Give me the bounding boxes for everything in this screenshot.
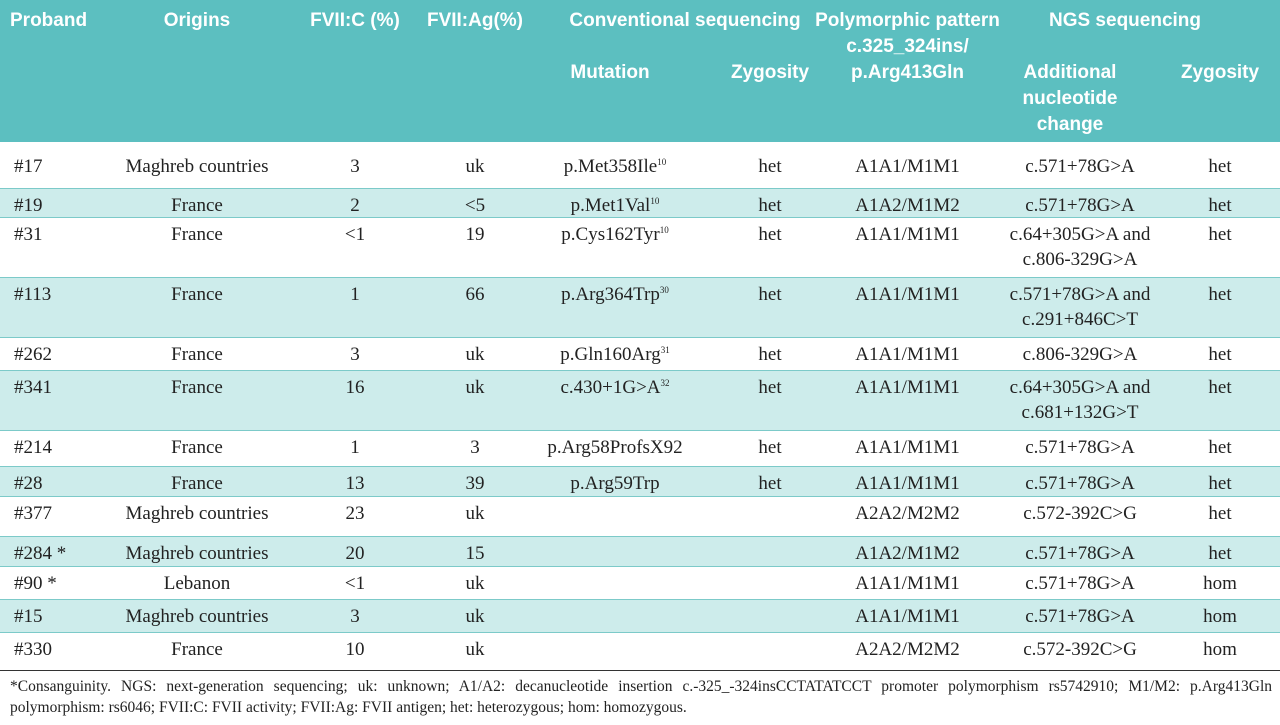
cell-poly: A1A1/M1M1 (855, 156, 960, 177)
cell-zyg2: het (1208, 437, 1232, 458)
header-proband: Proband (10, 10, 88, 31)
cell-origin: France (171, 344, 223, 365)
cell-zyg2: het (1208, 224, 1232, 245)
cell-ngs-change (980, 222, 1180, 272)
cell-poly: A1A1/M1M1 (855, 473, 960, 494)
cell-fviiag: <5 (464, 195, 486, 216)
cell-fviiag: uk (465, 377, 485, 398)
header-additional-line1: Additional (1023, 62, 1117, 83)
cell-ngs-change (980, 471, 1180, 496)
ngs-change-line1: c.571+78G>A (1025, 573, 1135, 594)
ngs-change-line1: c.571+78G>A (1025, 543, 1135, 564)
cell-origin: Maghreb countries (125, 503, 269, 524)
ngs-change-line1: c.806-329G>A (1022, 344, 1138, 365)
cell-zyg2: het (1208, 156, 1232, 177)
cell-fviic: 3 (350, 606, 360, 627)
cell-fviic: 2 (350, 195, 360, 216)
cell-zyg1: het (758, 224, 782, 245)
table-header (0, 0, 1280, 142)
table-row-divider (0, 188, 1280, 189)
cell-fviiag: uk (465, 573, 485, 594)
mutation-text: p.Cys162Tyr (561, 224, 660, 245)
cell-fviic: 1 (350, 437, 360, 458)
cell-origin: France (171, 284, 223, 305)
cell-ngs-change (980, 501, 1180, 526)
cell-zyg1: het (758, 473, 782, 494)
cell-fviiag: uk (465, 344, 485, 365)
header-polymorphic-pattern (815, 8, 1000, 86)
cell-fviic: <1 (344, 573, 366, 594)
cell-ngs-change (980, 571, 1180, 596)
footer-divider (0, 670, 1280, 671)
cell-zyg1: het (758, 437, 782, 458)
cell-origin: Maghreb countries (125, 606, 269, 627)
ngs-change-line1: c.571+78G>A (1025, 606, 1135, 627)
cell-ngs-change (980, 193, 1180, 218)
table-row-divider (0, 496, 1280, 497)
cell-ngs-change (980, 342, 1180, 367)
cell-origin: France (171, 437, 223, 458)
cell-ngs-change (980, 637, 1180, 662)
cell-fviic: 10 (345, 639, 365, 660)
mutation-reference: 30 (659, 285, 669, 295)
cell-proband: #90 * (14, 573, 57, 594)
cell-zyg1: het (758, 284, 782, 305)
cell-zyg2: hom (1203, 639, 1237, 660)
cell-fviiag: uk (465, 156, 485, 177)
ngs-change-line1: c.571+78G>A (1025, 195, 1135, 216)
ngs-change-line1: c.64+305G>A and (1009, 377, 1151, 398)
cell-zyg1: het (758, 344, 782, 365)
cell-mutation (525, 375, 705, 400)
mutation-reference: 32 (660, 378, 670, 388)
cell-proband: #341 (14, 377, 52, 398)
cell-origin: France (171, 473, 223, 494)
cell-zyg1: het (758, 377, 782, 398)
cell-origin: Maghreb countries (125, 156, 269, 177)
cell-zyg2: hom (1203, 606, 1237, 627)
cell-mutation (525, 435, 705, 460)
cell-proband: #113 (14, 284, 52, 305)
ngs-change-line1: c.64+305G>A and (1009, 224, 1151, 245)
mutation-reference: 31 (660, 345, 670, 355)
cell-fviiag: 3 (470, 437, 480, 458)
cell-fviiag: 15 (465, 543, 485, 564)
cell-fviic: 3 (350, 156, 360, 177)
mutation-text: p.Gln160Arg (560, 344, 661, 365)
cell-zyg2: het (1208, 377, 1232, 398)
cell-ngs-change (980, 154, 1180, 179)
cell-proband: #28 (14, 473, 43, 494)
cell-zyg2: het (1208, 284, 1232, 305)
table-row-divider (0, 217, 1280, 218)
cell-ngs-change (980, 282, 1180, 332)
cell-origin: France (171, 224, 223, 245)
cell-zyg1: het (758, 156, 782, 177)
cell-mutation (525, 222, 705, 247)
header-zygosity-ngs: Zygosity (1180, 62, 1260, 83)
cell-fviiag: 66 (465, 284, 485, 305)
ngs-change-line2: c.681+132G>T (1021, 402, 1139, 423)
header-zygosity-conventional: Zygosity (730, 62, 810, 83)
table-row-divider (0, 337, 1280, 338)
cell-poly: A1A1/M1M1 (855, 573, 960, 594)
cell-zyg2: het (1208, 543, 1232, 564)
table-row-divider (0, 370, 1280, 371)
cell-proband: #262 (14, 344, 52, 365)
table-row-divider (0, 632, 1280, 633)
cell-proband: #17 (14, 156, 43, 177)
cell-origin: France (171, 377, 223, 398)
table-row-divider (0, 566, 1280, 567)
cell-ngs-change (980, 375, 1180, 425)
cell-proband: #284 * (14, 543, 67, 564)
cell-poly: A1A2/M1M2 (855, 195, 960, 216)
header-poly-line3: p.Arg413Gln (851, 62, 964, 83)
table-row-divider (0, 599, 1280, 600)
cell-proband: #15 (14, 606, 43, 627)
cell-poly: A1A1/M1M1 (855, 224, 960, 245)
header-poly-line1: Polymorphic pattern (815, 10, 1000, 31)
ngs-change-line1: c.571+78G>A (1025, 156, 1135, 177)
mutation-text: p.Arg59Trp (570, 473, 660, 494)
header-fviic: FVII:C (%) (310, 10, 400, 31)
table-footnote: *Consanguinity. NGS: next-generation sequencing; uk: unknown; A1/A2: decanucleotide insertion c.-325_-324insCCTATATCCT promoter polymorphism rs5742910; M1/M2: p.Arg413Gln polymorphism: rs6046; FVII:C: FVII activity; FVII:Ag: FVII antigen; het: heterozygous; hom: homozygous. (10, 678, 1272, 716)
ngs-change-line2: c.291+846C>T (1022, 309, 1138, 330)
ngs-change-line1: c.571+78G>A (1025, 473, 1135, 494)
cell-fviic: 20 (345, 543, 365, 564)
cell-zyg2: het (1208, 503, 1232, 524)
mutation-reference: 10 (657, 157, 667, 167)
ngs-change-line1: c.571+78G>A and (1009, 284, 1151, 305)
mutation-reference: 10 (650, 196, 660, 206)
cell-mutation (525, 471, 705, 496)
table-row-divider (0, 430, 1280, 431)
cell-ngs-change (980, 541, 1180, 566)
cell-fviiag: 39 (465, 473, 485, 494)
header-fviiag: FVII:Ag(%) (426, 10, 524, 31)
cell-origin: Maghreb countries (125, 543, 269, 564)
cell-proband: #377 (14, 503, 52, 524)
cell-origin: France (171, 195, 223, 216)
cell-zyg2: hom (1203, 573, 1237, 594)
mutation-reference: 10 (659, 225, 669, 235)
table-row-divider (0, 466, 1280, 467)
cell-zyg2: het (1208, 195, 1232, 216)
header-ngs-sequencing: NGS sequencing (1048, 10, 1202, 31)
cell-mutation (525, 282, 705, 307)
mutation-text: p.Met358Ile (563, 156, 658, 177)
cell-poly: A1A1/M1M1 (855, 284, 960, 305)
cell-proband: #330 (14, 639, 52, 660)
mutation-text: p.Arg364Trp (561, 284, 660, 305)
cell-origin: France (171, 639, 223, 660)
mutation-text: p.Arg58ProfsX92 (547, 437, 683, 458)
cell-zyg1: het (758, 195, 782, 216)
cell-fviic: 16 (345, 377, 365, 398)
cell-proband: #31 (14, 224, 43, 245)
cell-proband: #214 (14, 437, 52, 458)
cell-fviic: 1 (350, 284, 360, 305)
cell-zyg2: het (1208, 344, 1232, 365)
header-mutation: Mutation (570, 62, 650, 83)
cell-poly: A1A1/M1M1 (855, 377, 960, 398)
cell-ngs-change (980, 435, 1180, 460)
header-origins: Origins (163, 10, 231, 31)
cell-poly: A2A2/M2M2 (855, 503, 960, 524)
cell-poly: A2A2/M2M2 (855, 639, 960, 660)
cell-fviic: 13 (345, 473, 365, 494)
ngs-change-line1: c.572-392C>G (1023, 639, 1137, 660)
cell-proband: #19 (14, 195, 43, 216)
cell-fviic: <1 (344, 224, 366, 245)
mutation-text: c.430+1G>A (560, 377, 661, 398)
cell-fviiag: 19 (465, 224, 485, 245)
cell-fviiag: uk (465, 503, 485, 524)
cell-mutation (525, 154, 705, 179)
header-poly-line2: c.325_324ins/ (846, 36, 969, 57)
header-additional-line3: change (1036, 114, 1104, 135)
table-row-divider (0, 277, 1280, 278)
cell-poly: A1A1/M1M1 (855, 344, 960, 365)
cell-mutation (525, 193, 705, 218)
cell-origin: Lebanon (163, 573, 231, 594)
cell-zyg2: het (1208, 473, 1232, 494)
table-row-divider (0, 536, 1280, 537)
cell-fviic: 23 (345, 503, 365, 524)
cell-poly: A1A1/M1M1 (855, 606, 960, 627)
header-additional-nucleotide-change (1005, 60, 1135, 138)
cell-ngs-change (980, 604, 1180, 629)
cell-fviiag: uk (465, 606, 485, 627)
cell-fviic: 3 (350, 344, 360, 365)
mutation-text: p.Met1Val (570, 195, 651, 216)
ngs-change-line1: c.572-392C>G (1023, 503, 1137, 524)
cell-mutation (525, 342, 705, 367)
header-conventional-sequencing: Conventional sequencing (569, 10, 801, 31)
ngs-change-line1: c.571+78G>A (1025, 437, 1135, 458)
cell-fviiag: uk (465, 639, 485, 660)
cell-poly: A1A2/M1M2 (855, 543, 960, 564)
cell-poly: A1A1/M1M1 (855, 437, 960, 458)
header-additional-line2: nucleotide (1022, 88, 1118, 109)
ngs-change-line2: c.806-329G>A (1022, 249, 1138, 270)
